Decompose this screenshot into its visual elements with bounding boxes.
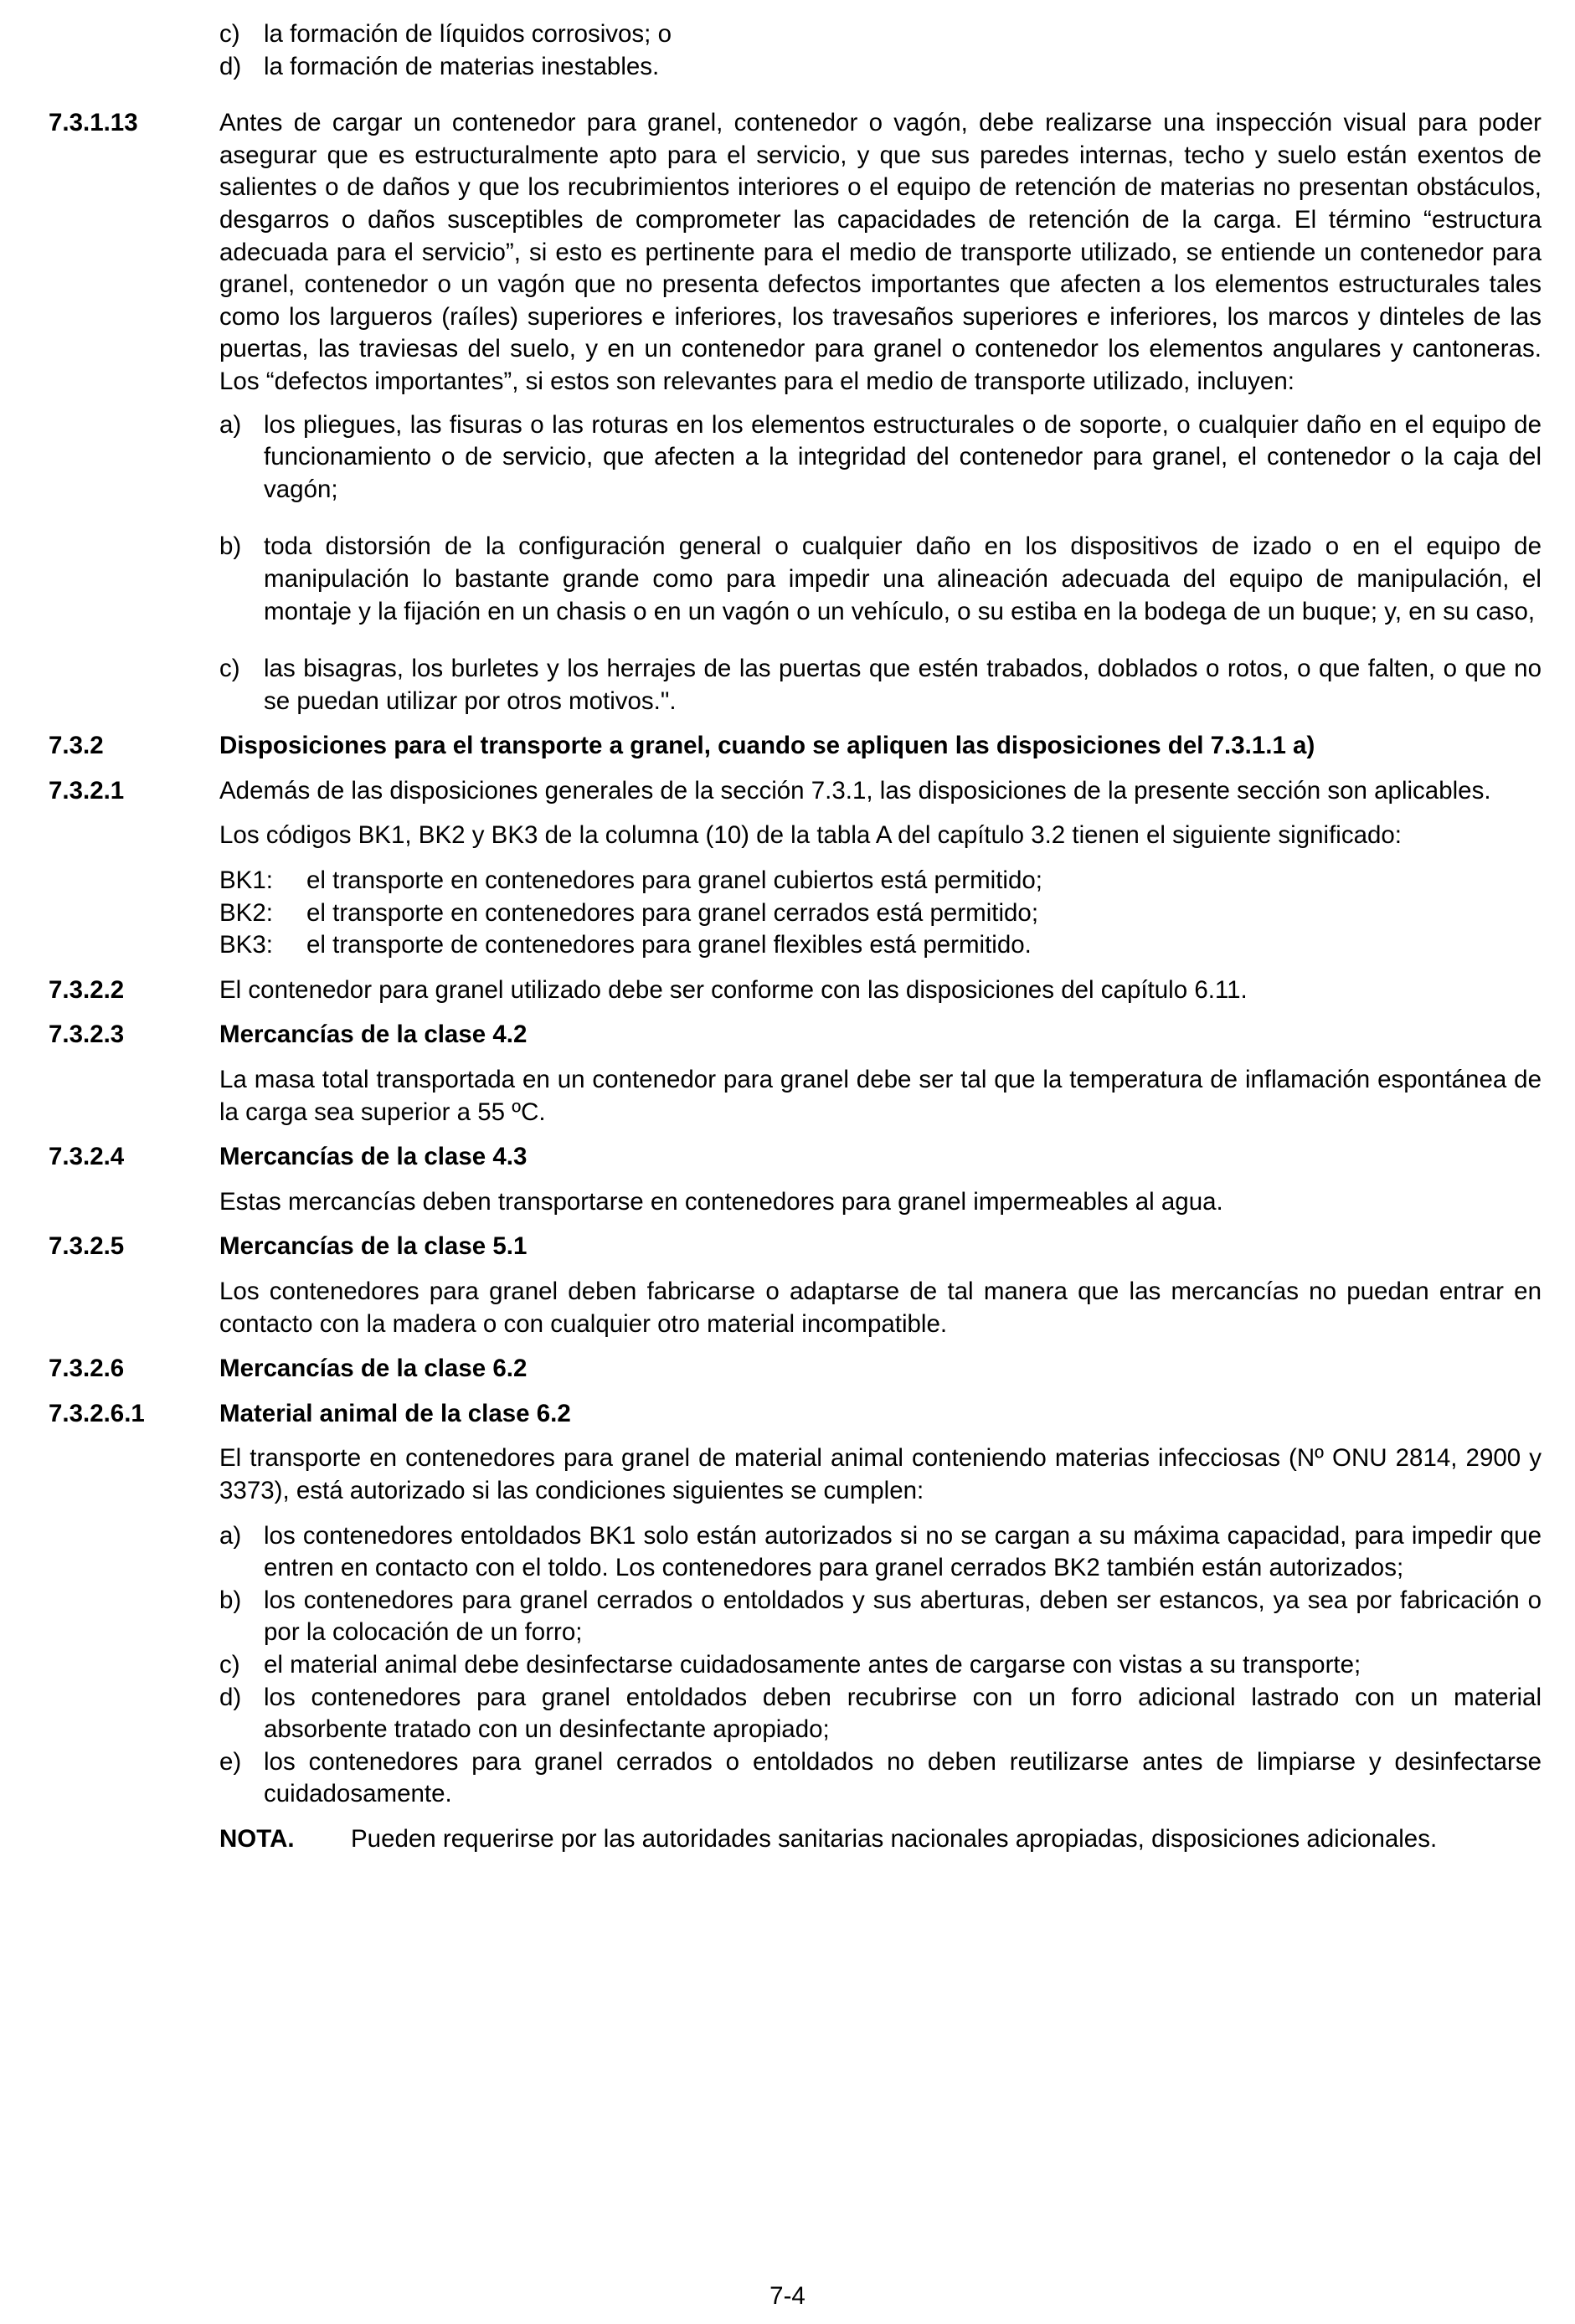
section-text: Los códigos BK1, BK2 y BK3 de la columna (10) de la tabla A del capítulo 3.2 tienen el siguiente significado: <box>219 821 1402 850</box>
code-label: BK1: <box>219 866 273 895</box>
code-label: BK3: <box>219 931 273 959</box>
section-text: Estas mercancías deben transportarse en contenedores para granel impermeables al agua. <box>219 1187 1223 1216</box>
item-text: los pliegues, las fisuras o las roturas en los elementos estructurales o de soporte, o cualquier daño en el equipo de funcionamiento o de servicio, que afecten a la integridad del contenedor para granel, el contenedor o la caja del vagón; <box>264 410 1542 503</box>
section-title: Material animal de la clase 6.2 <box>219 1399 571 1427</box>
section-number: 7.3.2.4 <box>49 1143 125 1171</box>
section-7-3-2-4 <box>49 1141 1542 1218</box>
section-7-3-2-6-1 <box>49 1398 1542 1856</box>
item-label: a) <box>219 1521 242 1550</box>
list-item <box>219 531 1542 628</box>
item-label: c) <box>219 655 240 683</box>
section-text: Los contenedores para granel deben fabricarse o adaptarse de tal manera que las mercancías no puedan entrar en contacto con la madera o con cualquier otro material incompatible. <box>219 1278 1542 1338</box>
section-number: 7.3.1.13 <box>49 109 138 137</box>
list-item <box>219 1682 1542 1746</box>
section-number: 7.3.2.1 <box>49 776 125 805</box>
item-label: d) <box>219 52 242 80</box>
code-item <box>219 865 1542 897</box>
code-item <box>219 929 1542 962</box>
section-number: 7.3.2.2 <box>49 975 125 1004</box>
section-text: La masa total transportada en un contenedor para granel debe ser tal que la temperatura de inflamación espontánea de la carga sea superior a 55 ºC. <box>219 1066 1542 1126</box>
list-item <box>219 1649 1542 1682</box>
section-number: 7.3.2.3 <box>49 1021 125 1049</box>
item-label: b) <box>219 532 242 561</box>
list-item <box>219 409 1542 506</box>
code-list <box>219 865 1542 962</box>
list-item <box>219 1746 1542 1811</box>
item-text: el material animal debe desinfectarse cuidadosamente antes de cargarse con vistas a su transporte; <box>264 1650 1361 1679</box>
section-7-3-2 <box>49 730 1542 763</box>
section-number: 7.3.2.6.1 <box>49 1399 145 1427</box>
code-text: el transporte en contenedores para granel cerrados está permitido; <box>306 898 1039 927</box>
item-text: los contenedores para granel entoldados deben recubrirse con un forro adicional lastrado con un material absorbente tratado con un desinfectante apropiado; <box>264 1683 1542 1744</box>
top-list <box>219 18 1542 83</box>
section-title: Mercancías de la clase 4.3 <box>219 1143 528 1171</box>
section-title: Mercancías de la clase 4.2 <box>219 1021 528 1049</box>
item-text: toda distorsión de la configuración general o cualquier daño en los dispositivos de izado o en el equipo de manipulación lo bastante grande como para impedir una alineación adecuada del equipo de manipulación, el montaje y la fijación en un chasis o en un vagón o un vehículo, o su estiba en la bodega de un buque; y, en su caso, <box>264 532 1542 625</box>
list-item <box>219 51 1542 84</box>
item-label: c) <box>219 1650 240 1679</box>
page-content <box>49 18 1542 1856</box>
item-label: d) <box>219 1683 242 1711</box>
section-7-3-2-1 <box>49 775 1542 962</box>
section-7-3-1-13 <box>49 107 1542 717</box>
section-7-3-2-3 <box>49 1019 1542 1129</box>
item-label: e) <box>219 1747 242 1776</box>
note <box>219 1823 1542 1856</box>
list-item <box>219 1585 1542 1649</box>
item-label: c) <box>219 20 240 48</box>
section-text: El contenedor para granel utilizado debe ser conforme con las disposiciones del capítulo 6.11. <box>219 975 1248 1004</box>
section-text: El transporte en contenedores para granel de material animal conteniendo materias infecciosas (Nº ONU 2814, 2900 y 3373), está autorizado si las condiciones siguientes se cumplen: <box>219 1444 1542 1504</box>
section-title: Mercancías de la clase 6.2 <box>219 1355 528 1383</box>
code-label: BK2: <box>219 898 273 927</box>
condition-list <box>219 1520 1542 1811</box>
section-number: 7.3.2.5 <box>49 1232 125 1261</box>
section-number: 7.3.2 <box>49 732 104 760</box>
section-text: Antes de cargar un contenedor para granel, contenedor o vagón, debe realizarse una inspección visual para poder asegurar que es estructuralmente apto para el servicio, y que sus paredes internas, techo y suelo están exentos de salientes o de daños y que los recubrimientos interiores o el equipo de retención de materias no presentan obstáculos, desgarros o daños susceptibles de comprometer las capacidades de retención de la carga. El término “estructura adecuada para el servicio”, si esto es pertinente para el medio de transporte utilizado, se entiende un contenedor para granel, contenedor o un vagón que no presenta defectos importantes que afecten a los elementos estructurales tales como los largueros (raíles) superiores e inferiores, los travesaños superiores e inferiores, los marcos y dinteles de las puertas, las traviesas del suelo, y en un contenedor para granel o contenedor los elementos angulares y cantoneras. Los “defectos importantes”, si estos son relevantes para el medio de transporte utilizado, incluyen: <box>219 109 1542 395</box>
code-item <box>219 897 1542 930</box>
item-text: los contenedores para granel cerrados o entoldados no deben reutilizarse antes de limpiarse y desinfectarse cuidadosamente. <box>264 1747 1542 1808</box>
section-text: Además de las disposiciones generales de la sección 7.3.1, las disposiciones de la presente sección son aplicables. <box>219 776 1491 805</box>
code-text: el transporte en contenedores para granel cubiertos está permitido; <box>306 866 1042 895</box>
item-text: las bisagras, los burletes y los herrajes de las puertas que estén trabados, doblados o rotos, o que falten, o que no se puedan utilizar por otros motivos.". <box>264 655 1542 715</box>
section-7-3-2-6 <box>49 1353 1542 1386</box>
code-text: el transporte de contenedores para granel flexibles está permitido. <box>306 931 1032 959</box>
list-item <box>219 1520 1542 1585</box>
item-text: los contenedores entoldados BK1 solo están autorizados si no se cargan a su máxima capacidad, para impedir que entren en contacto con el toldo. Los contenedores para granel cerrados BK2 también están autorizados; <box>264 1521 1542 1582</box>
note-label: NOTA. <box>219 1824 295 1853</box>
item-label: b) <box>219 1586 242 1614</box>
item-text: la formación de líquidos corrosivos; o <box>264 20 672 48</box>
section-7-3-2-2 <box>49 974 1542 1007</box>
section-title: Mercancías de la clase 5.1 <box>219 1232 528 1261</box>
page-number: 7-4 <box>769 2282 806 2310</box>
section-number: 7.3.2.6 <box>49 1355 125 1383</box>
list-item <box>219 653 1542 717</box>
item-label: a) <box>219 410 242 439</box>
section-title: Disposiciones para el transporte a granel, cuando se apliquen las disposiciones del 7.3.1.1 a) <box>219 732 1315 760</box>
section-7-3-2-5 <box>49 1231 1542 1340</box>
item-text: los contenedores para granel cerrados o entoldados y sus aberturas, deben ser estancos, ya sea por fabricación o por la colocación de un forro; <box>264 1586 1542 1647</box>
list-item <box>219 18 1542 51</box>
item-text: la formación de materias inestables. <box>264 52 660 80</box>
note-text: Pueden requerirse por las autoridades sanitarias nacionales apropiadas, disposiciones adicionales. <box>351 1824 1438 1853</box>
